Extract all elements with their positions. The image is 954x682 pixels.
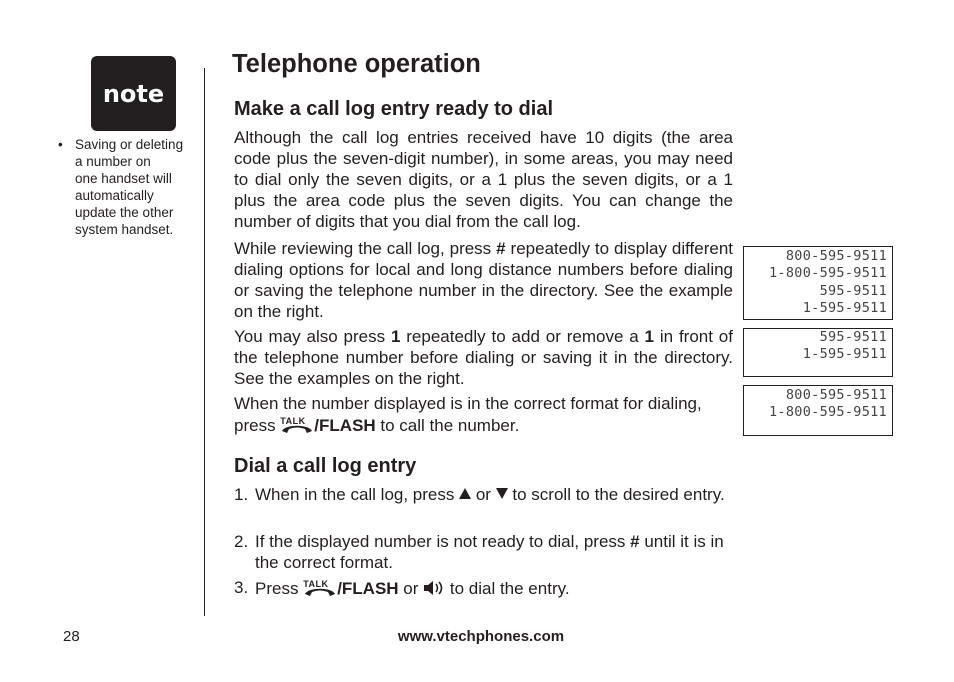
hash-key: # bbox=[496, 239, 506, 258]
text: to dial the entry. bbox=[445, 579, 570, 598]
lcd-display-example-3 bbox=[743, 385, 893, 436]
step-number: 1. bbox=[234, 485, 249, 504]
lcd-display-example-2 bbox=[743, 328, 893, 377]
lcd-line: 595-9511 bbox=[819, 329, 887, 345]
text: Press bbox=[255, 579, 304, 598]
text: If the displayed number is not ready to dial, press bbox=[255, 532, 631, 551]
one-key: 1 bbox=[644, 327, 655, 346]
paragraph-one-key bbox=[234, 326, 733, 389]
text: When in the call log, press bbox=[255, 485, 460, 504]
text: or bbox=[398, 579, 424, 598]
step-1 bbox=[234, 484, 733, 505]
page-title: Telephone operation bbox=[232, 50, 481, 78]
text: in front of the telephone number before dialing or saving it in the directory. See the examples on the right. bbox=[234, 327, 733, 388]
sidebar-note-line: system handset. bbox=[75, 222, 174, 237]
lcd-display-example-1 bbox=[743, 246, 893, 320]
paragraph-intro: Although the call log entries received have 10 digits (the area code plus the seven-digit number), in some areas, you may need to dial only the seven digits, or a 1 plus the seven digits, or a 1 plus the area code plus the seven digits. You can change the number of digits that you dial from the call log. bbox=[234, 128, 733, 231]
text: While reviewing the call log, press bbox=[234, 239, 497, 258]
paragraph-hash-key bbox=[234, 238, 733, 322]
text: to scroll to the desired entry. bbox=[507, 485, 725, 504]
step-number: 2. bbox=[234, 532, 249, 551]
page-number: 28 bbox=[63, 628, 80, 645]
step-3 bbox=[234, 577, 733, 601]
hash-key: # bbox=[630, 532, 640, 551]
text: repeatedly to add or remove a bbox=[400, 327, 645, 346]
sidebar-note-line: update the other bbox=[75, 205, 174, 220]
divider bbox=[204, 68, 205, 616]
text: You may also press bbox=[234, 327, 391, 346]
sidebar-note-line: one handset will bbox=[75, 171, 172, 186]
lcd-line: 595-9511 bbox=[819, 282, 887, 299]
step-number: 3. bbox=[234, 578, 249, 597]
section-heading-dial-entry: Dial a call log entry bbox=[234, 455, 417, 477]
speakerphone-icon bbox=[423, 580, 445, 601]
flash-key: /FLASH bbox=[337, 579, 399, 598]
lcd-line: 800-595-9511 bbox=[785, 248, 887, 264]
bullet: • bbox=[58, 137, 63, 152]
sidebar-note bbox=[58, 136, 204, 238]
text: When the number displayed is in the correct format for dialing, press bbox=[234, 394, 702, 435]
lcd-line: 1-800-595-9511 bbox=[769, 404, 887, 421]
lcd-line: 1-800-595-9511 bbox=[769, 265, 887, 282]
flash-key: /FLASH bbox=[314, 416, 376, 435]
sidebar-note-line: a number on bbox=[75, 154, 151, 169]
lcd-line: 1-595-9511 bbox=[802, 299, 887, 316]
step-2 bbox=[234, 531, 733, 573]
talk-phone-icon bbox=[280, 414, 314, 434]
lcd-line: 1-595-9511 bbox=[802, 346, 887, 363]
text: repeatedly to display different dialing options for local and long distance numbers before dialing or saving the telephone number in the directory. See the example on the right. bbox=[234, 239, 734, 321]
talk-label: TALK bbox=[303, 579, 329, 589]
talk-label: TALK bbox=[280, 416, 306, 426]
note-badge: note bbox=[91, 56, 176, 131]
text: or bbox=[471, 485, 496, 504]
text: until it is in the correct format. bbox=[255, 532, 724, 572]
text: to call the number. bbox=[375, 416, 520, 435]
sidebar-note-line: automatically bbox=[75, 188, 154, 203]
sidebar-note-line: Saving or deleting bbox=[75, 137, 184, 152]
section-heading-make-ready: Make a call log entry ready to dial bbox=[234, 98, 554, 120]
one-key: 1 bbox=[390, 327, 401, 346]
down-arrow-icon bbox=[496, 488, 508, 499]
up-arrow-icon bbox=[459, 488, 471, 499]
talk-phone-icon bbox=[303, 577, 337, 597]
footer-url: www.vtechphones.com bbox=[397, 628, 565, 645]
paragraph-talk-flash bbox=[234, 393, 733, 436]
lcd-line: 800-595-9511 bbox=[785, 387, 887, 403]
